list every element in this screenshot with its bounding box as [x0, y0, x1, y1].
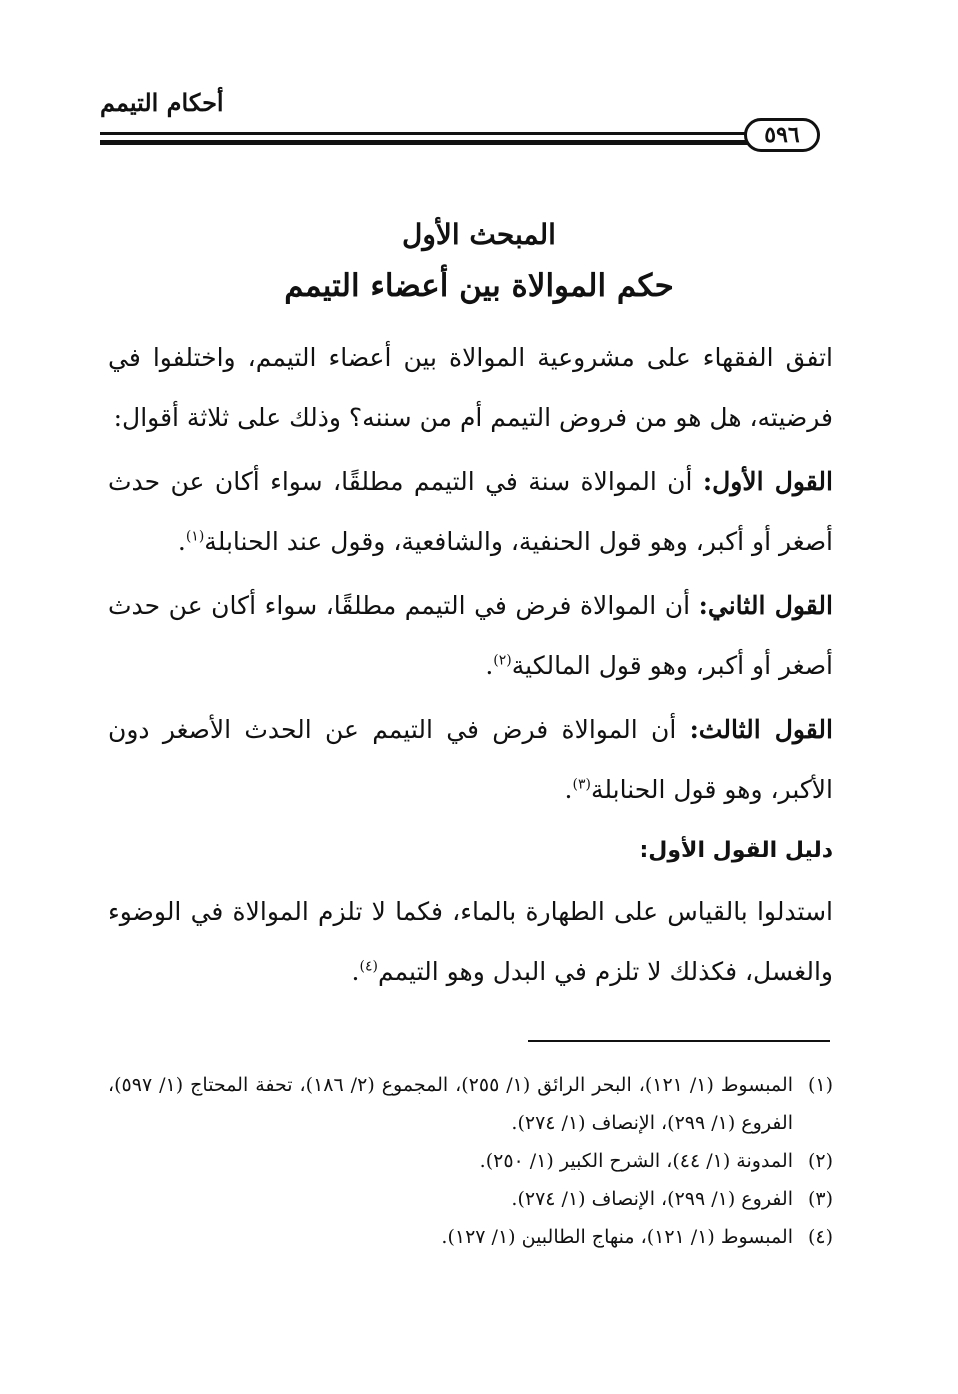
opinion-3-lead: القول الثالث: [689, 715, 833, 744]
footnote-ref-1[interactable]: (١) [185, 528, 205, 545]
footnote-ref-3[interactable]: (٣) [572, 776, 591, 793]
footnote-ref-2[interactable]: (٢) [493, 652, 512, 669]
footnote-item [108, 1142, 833, 1180]
running-title: أحكام التيمم [100, 88, 224, 117]
opinion-2-text: أن الموالاة فرض في التيمم مطلقًا، سواء أكان عن حدث أصغر أو أكبر، وهو قول المالكية [108, 591, 833, 680]
page-number: ٥٩٦ [744, 118, 820, 152]
opinion-2-paragraph [108, 576, 833, 696]
period: . [485, 651, 494, 680]
opinion-1-paragraph [108, 452, 833, 572]
footnote-number: (٤) [807, 1226, 833, 1248]
section-title: المبحث الأول [402, 218, 556, 251]
period: . [177, 527, 186, 556]
evidence-heading: دليل القول الأول: [639, 838, 833, 863]
header-rule-thin [100, 132, 748, 135]
opinion-3-text: أن الموالاة فرض في التيمم عن الحدث الأصغر دون الأكبر، وهو قول الحنابلة [108, 715, 833, 804]
footnotes [108, 1066, 833, 1256]
footnote-text: الفروع (١/ ٢٩٩)، الإنصاف (١/ ٢٧٤). [511, 1188, 793, 1210]
footnote-text: المدونة (١/ ٤٤)، الشرح الكبير (١/ ٢٥٠). [479, 1150, 793, 1172]
evidence-paragraph [108, 882, 833, 1002]
footnote-number: (٣) [807, 1188, 833, 1210]
header-rule-thick [100, 140, 748, 145]
footnote-separator [528, 1040, 830, 1042]
footnote-item [108, 1066, 833, 1142]
footnote-ref-4[interactable]: (٤) [359, 958, 378, 975]
opinion-1-text: أن الموالاة سنة في التيمم مطلقًا، سواء أكان عن حدث أصغر أو أكبر، وهو قول الحنفية، والشافعية، وقول عند الحنابلة [108, 467, 833, 556]
period: . [351, 957, 360, 986]
opinion-1-lead: القول الأول: [702, 467, 833, 496]
opinion-3-paragraph [108, 700, 833, 820]
footnote-text: المبسوط (١/ ١٢١)، منهاج الطالبين (١/ ١٢٧). [441, 1226, 793, 1248]
section-subtitle: حكم الموالاة بين أعضاء التيمم [284, 268, 674, 304]
footnote-text: المبسوط (١/ ١٢١)، البحر الرائق (١/ ٢٥٥)، المجموع (٢/ ١٨٦)، تحفة المحتاج (١/ ٥٩٧)، الفروع (١/ ٢٩٩)، الإنصاف (١/ ٢٧٤). [108, 1074, 793, 1134]
period: . [564, 775, 573, 804]
opinion-2-lead: القول الثاني: [698, 591, 833, 620]
footnote-number: (١) [807, 1074, 833, 1096]
footnote-number: (٢) [807, 1150, 833, 1172]
evidence-text: استدلوا بالقياس على الطهارة بالماء، فكما لا تلزم الموالاة في الوضوء والغسل، فكذلك لا تلزم في البدل وهو التيمم [108, 897, 833, 986]
intro-paragraph: اتفق الفقهاء على مشروعية الموالاة بين أعضاء التيمم، واختلفوا في فرضيته، هل هو من فروض التيمم أم من سننه؟ وذلك على ثلاثة أقوال: [108, 343, 833, 432]
footnote-item [108, 1180, 833, 1218]
footnote-item [108, 1218, 833, 1256]
